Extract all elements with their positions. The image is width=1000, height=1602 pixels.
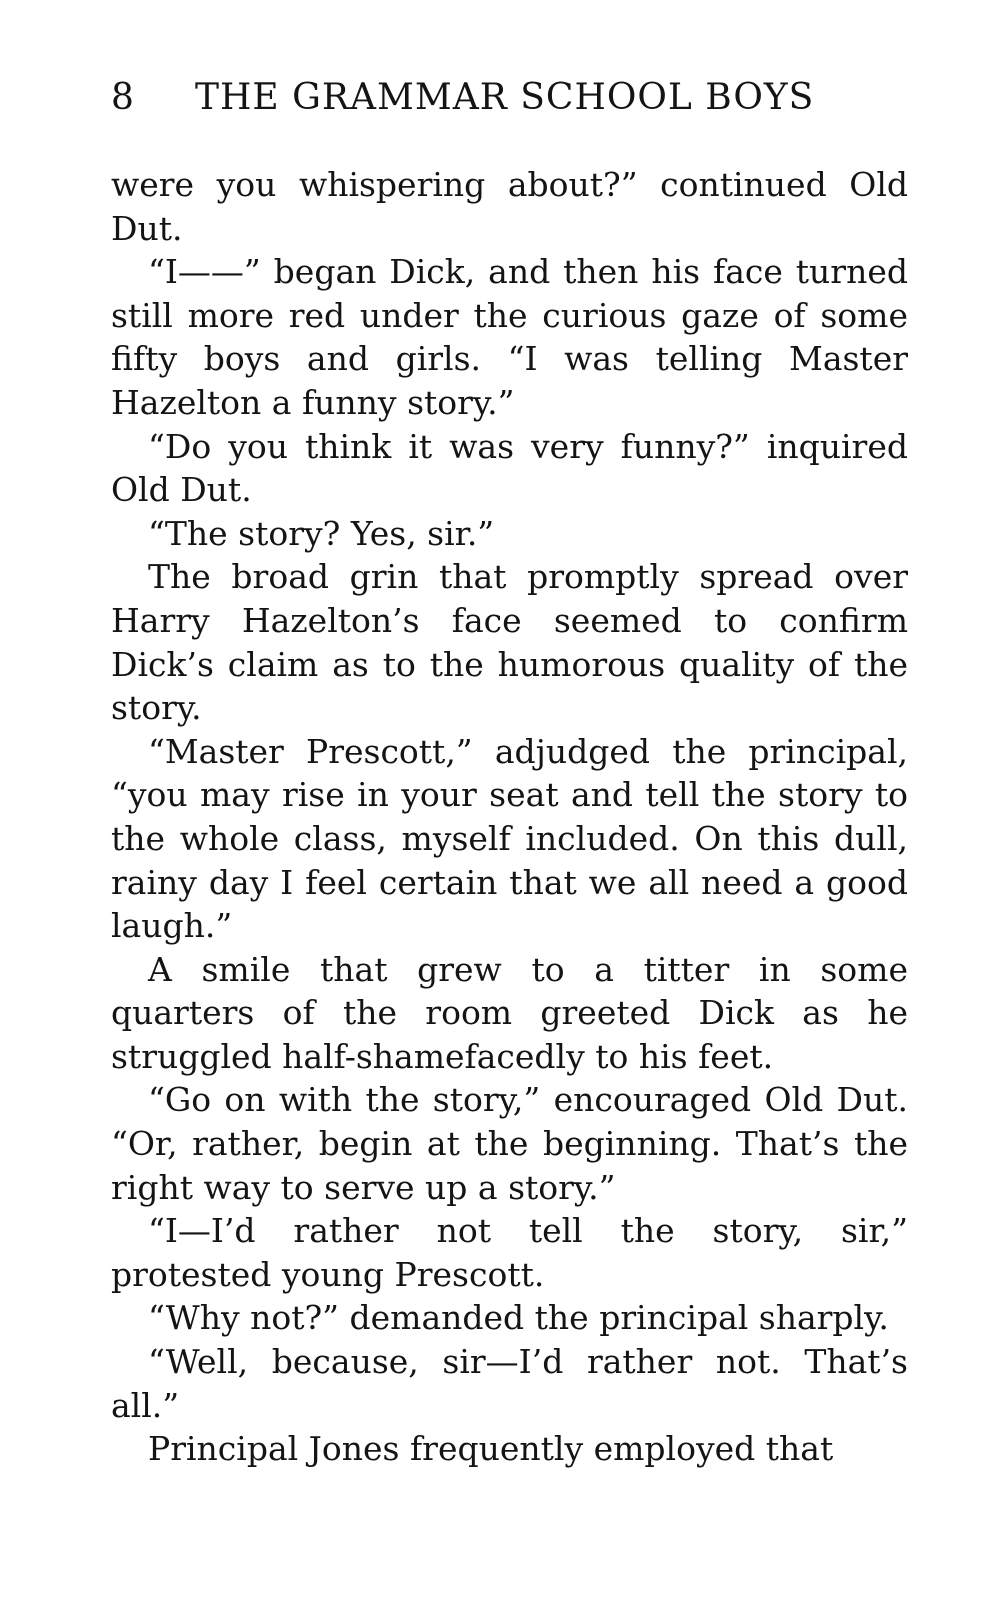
paragraph: “Go on with the story,” encouraged Old Dut. “Or, rather, begin at the beginning. That’s the right way to serve up a story.” (111, 1080, 908, 1207)
body-text (111, 163, 908, 1471)
paragraph-last: Principal Jones frequently employed that (148, 1429, 834, 1469)
paragraph: “I—I’d rather not tell the story, sir,” protested young Prescott. (111, 1211, 908, 1294)
paragraph: A smile that grew to a titter in some quarters of the room greeted Dick as he struggled half-shamefacedly to his feet. (111, 949, 908, 1076)
running-head (111, 76, 911, 120)
paragraph-continued: were you whispering about?” continued Old Dut. (111, 165, 908, 248)
paragraph: “The story? Yes, sir.” (148, 513, 495, 553)
paragraph: The broad grin that promptly spread over Harry Hazelton’s face seemed to confirm Dick’s claim as to the humorous quality of the story. (111, 557, 908, 728)
paragraph: “I——” began Dick, and then his face turned still more red under the curious gaze of some fifty boys and girls. “I was telling Master Hazelton a funny story.” (111, 252, 908, 422)
page-number: 8 (111, 77, 134, 118)
book-title: THE GRAMMAR SCHOOL BOYS (195, 77, 815, 118)
paragraph: “Do you think it was very funny?” inquired Old Dut. (111, 426, 908, 510)
paragraph: “Master Prescott,” adjudged the principal, “you may rise in your seat and tell the story to the whole class, myself included. On this dull, rainy day I feel certain that we all need a good laugh.” (111, 731, 908, 946)
paragraph: “Why not?” demanded the principal sharply. (148, 1298, 889, 1338)
paragraph: “Well, because, sir—I’d rather not. That’s all.” (111, 1342, 908, 1425)
